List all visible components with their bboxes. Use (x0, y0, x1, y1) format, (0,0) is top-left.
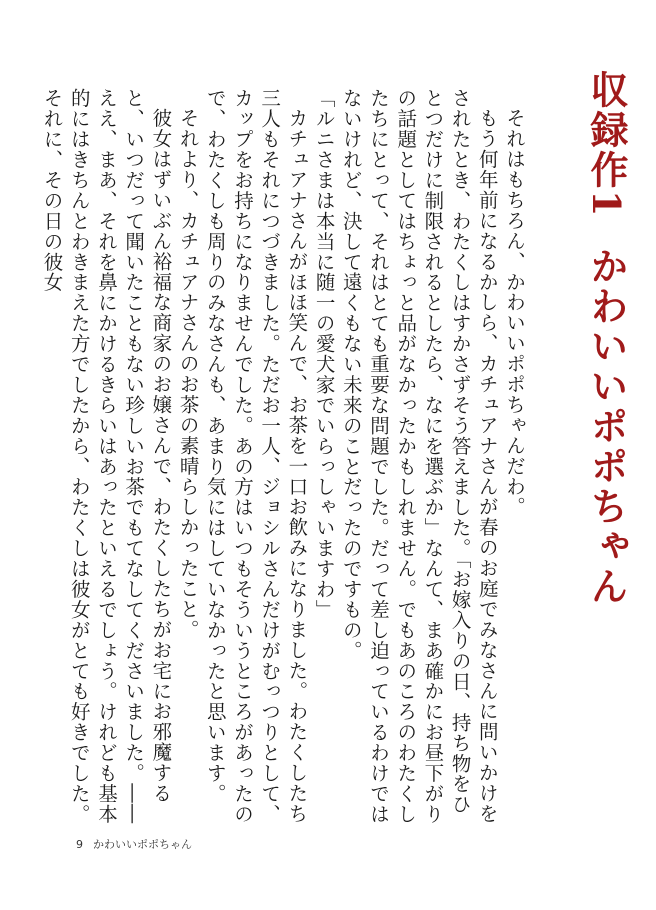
paragraph: それはもちろん、かわいいポポちゃんだわ。 (503, 107, 526, 517)
paragraph: もう何年前になるかしら、カチュアナさんが春のお庭でみなさんに問いかけをされたとき、わたくしはすかさずそう答えました。「お嫁入りの日、持ち物をひとつだけに制限されるとしたら、なにを選ぶか」なんて、まあ確かにお昼下がりの話題としてはちょっと品がなかったかもしれません。でもあのころのわたくしたちにとって、それはとても重要な問題でした。だって差し迫っているわけではないけれど、決して遠くもない未来のことだったのですもの。 (339, 88, 499, 825)
chapter-heading (578, 70, 634, 607)
chapter-label: 収録作1 (584, 70, 629, 219)
body-text (18, 88, 528, 828)
paragraph: 彼女はずいぶん裕福な商家のお嬢さんで、わたくしたちがお宅にお邪魔すると、いつだって聞いたこともない珍しいお茶でもてなしてくださいました。――ええ、まあ、それを鼻にかけるきらいはあったといえるでしょう。けれども基本的にはきちんとわきまえた方でしたから、わたくしは彼女がとても好きでした。それに、その日の彼女 (40, 88, 173, 825)
paragraph-quote: 「ルニさまは本当に随一の愛犬家でいらっしゃいますわ」 (312, 88, 336, 620)
page-footer (76, 836, 192, 852)
chapter-title: かわいいポポちゃん (584, 246, 629, 607)
paragraph: カチュアナさんがほほ笑んで、お茶を一口お飲みになりました。わたくしたち三人もそれにつづきました。ただお一人、ジョシルさんだけがむっつりとして、カップをお持ちになりませんでした。あの方はいつもそういうところがあったので、わたくしも周りのみなさんも、あまり気にはしていなかったと思います。 (203, 88, 309, 825)
running-title: かわいいポポちゃん (93, 838, 192, 851)
page-number: 9 (76, 838, 83, 851)
paragraph: それより、カチュアナさんのお茶の素晴らしかったこと。 (176, 107, 200, 640)
